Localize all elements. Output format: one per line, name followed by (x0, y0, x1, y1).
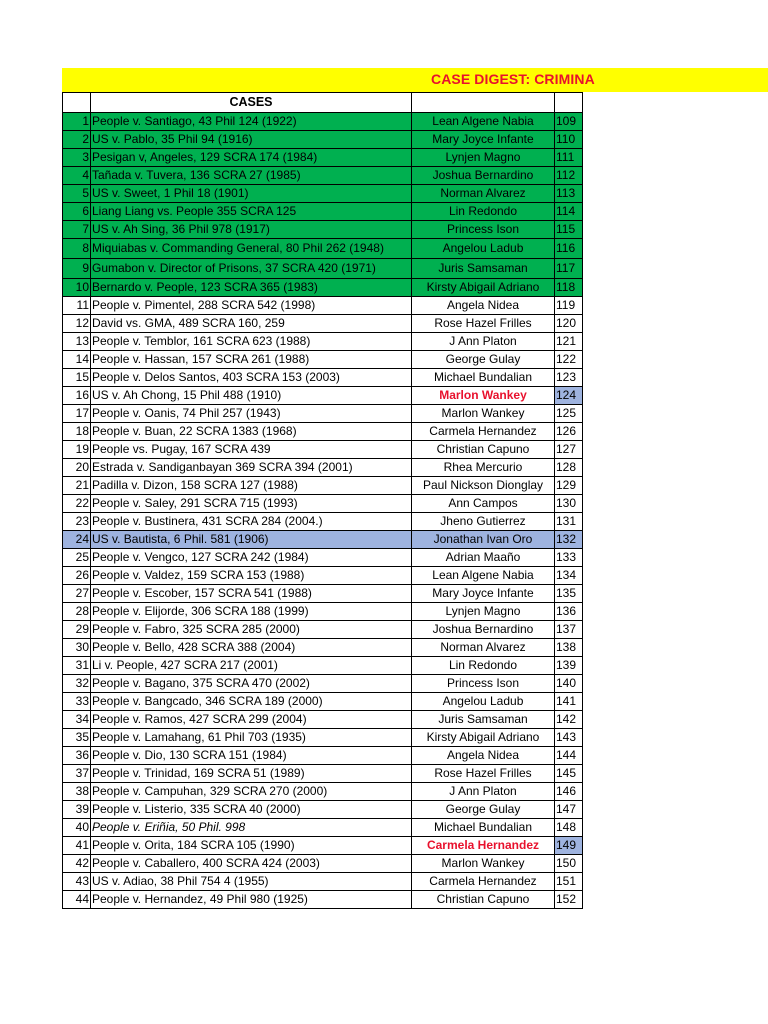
number-cell[interactable]: 145 (555, 765, 583, 783)
number-cell[interactable]: 122 (555, 351, 583, 369)
case-title-cell[interactable]: US v. Bautista, 6 Phil. 581 (1906) (91, 531, 412, 549)
number-cell[interactable]: 136 (555, 603, 583, 621)
member-name-cell[interactable]: Kirsty Abigail Adriano (412, 279, 555, 297)
number-cell[interactable]: 138 (555, 639, 583, 657)
row-number-cell[interactable]: 3 (63, 149, 91, 167)
number-cell[interactable]: 132 (555, 531, 583, 549)
table-row (63, 131, 583, 149)
table-row (63, 333, 583, 351)
number-cell[interactable]: 151 (555, 873, 583, 891)
number-cell[interactable]: 137 (555, 621, 583, 639)
row-number-cell[interactable]: 40 (63, 819, 91, 837)
number-cell[interactable]: 148 (555, 819, 583, 837)
case-title-cell[interactable]: US v. Ah Chong, 15 Phil 488 (1910) (91, 387, 412, 405)
table-row (63, 657, 583, 675)
member-name-cell[interactable]: Michael Bundalian (412, 369, 555, 387)
case-title-cell[interactable]: People v. Dio, 130 SCRA 151 (1984) (91, 747, 412, 765)
case-title-cell[interactable]: US v. Pablo, 35 Phil 94 (1916) (91, 131, 412, 149)
table-row (63, 747, 583, 765)
table-row (63, 203, 583, 221)
number-cell[interactable]: 150 (555, 855, 583, 873)
case-title-cell[interactable]: US v. Sweet, 1 Phil 18 (1901) (91, 185, 412, 203)
row-number-cell[interactable]: 31 (63, 657, 91, 675)
sheet-title-bar (62, 68, 768, 92)
case-title-cell[interactable]: Gumabon v. Director of Prisons, 37 SCRA 420 (1971) (91, 259, 412, 279)
number-cell[interactable]: 141 (555, 693, 583, 711)
member-name-cell[interactable]: Angela Nidea (412, 747, 555, 765)
table-row (63, 891, 583, 909)
row-number-cell[interactable]: 41 (63, 837, 91, 855)
case-title-cell[interactable]: People v. Campuhan, 329 SCRA 270 (2000) (91, 783, 412, 801)
row-number-cell[interactable]: 27 (63, 585, 91, 603)
number-cell[interactable]: 143 (555, 729, 583, 747)
table-row (63, 495, 583, 513)
case-title-cell[interactable]: People v. Delos Santos, 403 SCRA 153 (2003) (91, 369, 412, 387)
case-title-cell[interactable]: People v. Orita, 184 SCRA 105 (1990) (91, 837, 412, 855)
case-title-cell[interactable]: People v. Buan, 22 SCRA 1383 (1968) (91, 423, 412, 441)
number-cell[interactable]: 124 (555, 387, 583, 405)
case-title-cell[interactable]: People v. Pimentel, 288 SCRA 542 (1998) (91, 297, 412, 315)
case-title-cell[interactable]: Pesigan v, Angeles, 129 SCRA 174 (1984) (91, 149, 412, 167)
table-row (63, 567, 583, 585)
member-name-cell[interactable]: Christian Capuno (412, 891, 555, 909)
number-cell[interactable]: 109 (555, 113, 583, 131)
member-name-cell[interactable]: Princess Ison (412, 221, 555, 239)
case-title-cell[interactable]: People v. Ramos, 427 SCRA 299 (2004) (91, 711, 412, 729)
case-title-cell[interactable]: People v. Elijorde, 306 SCRA 188 (1999) (91, 603, 412, 621)
header-num-cell[interactable] (63, 93, 91, 113)
member-name-cell[interactable]: Norman Alvarez (412, 639, 555, 657)
table-row (63, 315, 583, 333)
table-row (63, 185, 583, 203)
row-number-cell[interactable]: 28 (63, 603, 91, 621)
table-row (63, 259, 583, 279)
table-row (63, 149, 583, 167)
table-row (63, 855, 583, 873)
table-row (63, 819, 583, 837)
row-number-cell[interactable]: 25 (63, 549, 91, 567)
header-member-cell[interactable] (412, 93, 555, 113)
member-name-cell[interactable]: Carmela Hernandez (412, 873, 555, 891)
member-name-cell[interactable]: Juris Samsaman (412, 711, 555, 729)
number-cell[interactable]: 123 (555, 369, 583, 387)
member-name-cell[interactable]: Christian Capuno (412, 441, 555, 459)
number-cell[interactable]: 139 (555, 657, 583, 675)
number-cell[interactable]: 135 (555, 585, 583, 603)
number-cell[interactable]: 121 (555, 333, 583, 351)
case-table (62, 92, 583, 909)
header-ext-cell[interactable] (555, 93, 583, 113)
row-number-cell[interactable]: 5 (63, 185, 91, 203)
row-number-cell[interactable]: 24 (63, 531, 91, 549)
table-row (63, 297, 583, 315)
table-row (63, 711, 583, 729)
table-row (63, 675, 583, 693)
number-cell[interactable]: 140 (555, 675, 583, 693)
row-number-cell[interactable]: 8 (63, 239, 91, 259)
member-name-cell[interactable]: Joshua Bernardino (412, 621, 555, 639)
member-name-cell[interactable]: Jonathan Ivan Oro (412, 531, 555, 549)
row-number-cell[interactable]: 33 (63, 693, 91, 711)
member-name-cell[interactable]: Marlon Wankey (412, 855, 555, 873)
table-row (63, 351, 583, 369)
row-number-cell[interactable]: 22 (63, 495, 91, 513)
member-name-cell[interactable]: Carmela Hernandez (412, 837, 555, 855)
table-row (63, 113, 583, 131)
case-title-cell[interactable]: People v. Temblor, 161 SCRA 623 (1988) (91, 333, 412, 351)
case-title-cell[interactable]: People v. Oanis, 74 Phil 257 (1943) (91, 405, 412, 423)
member-name-cell[interactable]: Lynjen Magno (412, 603, 555, 621)
table-row (63, 531, 583, 549)
header-row (63, 93, 583, 113)
row-number-cell[interactable]: 38 (63, 783, 91, 801)
member-name-cell[interactable]: Kirsty Abigail Adriano (412, 729, 555, 747)
case-title-cell[interactable]: Padilla v. Dizon, 158 SCRA 127 (1988) (91, 477, 412, 495)
table-row (63, 639, 583, 657)
table-row (63, 221, 583, 239)
number-cell[interactable]: 118 (555, 279, 583, 297)
table-row (63, 585, 583, 603)
table-row (63, 837, 583, 855)
number-cell[interactable]: 131 (555, 513, 583, 531)
case-title-cell[interactable]: People v. Bangcado, 346 SCRA 189 (2000) (91, 693, 412, 711)
member-name-cell[interactable]: Mary Joyce Infante (412, 585, 555, 603)
case-title-cell[interactable]: People v. Caballero, 400 SCRA 424 (2003) (91, 855, 412, 873)
table-row (63, 765, 583, 783)
number-cell[interactable]: 126 (555, 423, 583, 441)
member-name-cell[interactable]: Carmela Hernandez (412, 423, 555, 441)
member-name-cell[interactable]: Mary Joyce Infante (412, 131, 555, 149)
row-number-cell[interactable]: 32 (63, 675, 91, 693)
number-cell[interactable]: 142 (555, 711, 583, 729)
table-row (63, 783, 583, 801)
member-name-cell[interactable]: Lin Redondo (412, 657, 555, 675)
row-number-cell[interactable]: 15 (63, 369, 91, 387)
number-cell[interactable]: 116 (555, 239, 583, 259)
member-name-cell[interactable]: J Ann Platon (412, 783, 555, 801)
case-title-cell[interactable]: People v. Vengco, 127 SCRA 242 (1984) (91, 549, 412, 567)
member-name-cell[interactable]: Juris Samsaman (412, 259, 555, 279)
row-number-cell[interactable]: 10 (63, 279, 91, 297)
row-number-cell[interactable]: 37 (63, 765, 91, 783)
member-name-cell[interactable]: Angelou Ladub (412, 239, 555, 259)
table-row (63, 239, 583, 259)
table-row (63, 477, 583, 495)
number-cell[interactable]: 146 (555, 783, 583, 801)
member-name-cell[interactable]: Marlon Wankey (412, 387, 555, 405)
row-number-cell[interactable]: 34 (63, 711, 91, 729)
row-number-cell[interactable]: 1 (63, 113, 91, 131)
number-cell[interactable]: 134 (555, 567, 583, 585)
member-name-cell[interactable]: Lin Redondo (412, 203, 555, 221)
number-cell[interactable]: 110 (555, 131, 583, 149)
member-name-cell[interactable]: George Gulay (412, 801, 555, 819)
table-row (63, 801, 583, 819)
member-name-cell[interactable]: Rhea Mercurio (412, 459, 555, 477)
row-number-cell[interactable]: 12 (63, 315, 91, 333)
case-title-cell[interactable]: People v. Santiago, 43 Phil 124 (1922) (91, 113, 412, 131)
number-cell[interactable]: 133 (555, 549, 583, 567)
number-cell[interactable]: 130 (555, 495, 583, 513)
case-title-cell[interactable]: US v. Adiao, 38 Phil 754 4 (1955) (91, 873, 412, 891)
table-row (63, 387, 583, 405)
case-title-cell[interactable]: People v. Hernandez, 49 Phil 980 (1925) (91, 891, 412, 909)
case-title-cell[interactable]: People v. Eriñia, 50 Phil. 998 (91, 819, 412, 837)
sheet-title: CASE DIGEST: CRIMINA (431, 71, 595, 87)
case-title-cell[interactable]: People v. Escober, 157 SCRA 541 (1988) (91, 585, 412, 603)
row-number-cell[interactable]: 14 (63, 351, 91, 369)
case-title-cell[interactable]: Li v. People, 427 SCRA 217 (2001) (91, 657, 412, 675)
row-number-cell[interactable]: 26 (63, 567, 91, 585)
table-row (63, 621, 583, 639)
case-title-cell[interactable]: People vs. Pugay, 167 SCRA 439 (91, 441, 412, 459)
number-cell[interactable]: 152 (555, 891, 583, 909)
case-title-cell[interactable]: People v. Bustinera, 431 SCRA 284 (2004.) (91, 513, 412, 531)
number-cell[interactable]: 129 (555, 477, 583, 495)
row-number-cell[interactable]: 21 (63, 477, 91, 495)
header-cases-cell[interactable]: CASES (91, 93, 412, 113)
case-title-cell[interactable]: People v. Hassan, 157 SCRA 261 (1988) (91, 351, 412, 369)
row-number-cell[interactable]: 23 (63, 513, 91, 531)
table-row (63, 603, 583, 621)
row-number-cell[interactable]: 6 (63, 203, 91, 221)
case-title-cell[interactable]: People v. Trinidad, 169 SCRA 51 (1989) (91, 765, 412, 783)
row-number-cell[interactable]: 20 (63, 459, 91, 477)
number-cell[interactable]: 149 (555, 837, 583, 855)
table-row (63, 369, 583, 387)
member-name-cell[interactable]: Michael Bundalian (412, 819, 555, 837)
member-name-cell[interactable]: Angelou Ladub (412, 693, 555, 711)
case-title-cell[interactable]: Liang Liang vs. People 355 SCRA 125 (91, 203, 412, 221)
number-cell[interactable]: 125 (555, 405, 583, 423)
member-name-cell[interactable]: Ann Campos (412, 495, 555, 513)
number-cell[interactable]: 117 (555, 259, 583, 279)
member-name-cell[interactable]: Princess Ison (412, 675, 555, 693)
row-number-cell[interactable]: 7 (63, 221, 91, 239)
number-cell[interactable]: 120 (555, 315, 583, 333)
row-number-cell[interactable]: 35 (63, 729, 91, 747)
case-title-cell[interactable]: Miquiabas v. Commanding General, 80 Phil 262 (1948) (91, 239, 412, 259)
case-title-cell[interactable]: People v. Fabro, 325 SCRA 285 (2000) (91, 621, 412, 639)
member-name-cell[interactable]: Adrian Maaño (412, 549, 555, 567)
case-title-cell[interactable]: Bernardo v. People, 123 SCRA 365 (1983) (91, 279, 412, 297)
member-name-cell[interactable]: Norman Alvarez (412, 185, 555, 203)
case-title-cell[interactable]: People v. Saley, 291 SCRA 715 (1993) (91, 495, 412, 513)
row-number-cell[interactable]: 36 (63, 747, 91, 765)
table-row (63, 873, 583, 891)
table-row (63, 693, 583, 711)
table-row (63, 729, 583, 747)
table-row (63, 441, 583, 459)
member-name-cell[interactable]: Lynjen Magno (412, 149, 555, 167)
row-number-cell[interactable]: 9 (63, 259, 91, 279)
row-number-cell[interactable]: 39 (63, 801, 91, 819)
row-number-cell[interactable]: 29 (63, 621, 91, 639)
member-name-cell[interactable]: Paul Nickson Dionglay (412, 477, 555, 495)
number-cell[interactable]: 114 (555, 203, 583, 221)
row-number-cell[interactable]: 19 (63, 441, 91, 459)
case-title-cell[interactable]: People v. Lamahang, 61 Phil 703 (1935) (91, 729, 412, 747)
number-cell[interactable]: 127 (555, 441, 583, 459)
number-cell[interactable]: 113 (555, 185, 583, 203)
case-title-cell[interactable]: People v. Listerio, 335 SCRA 40 (2000) (91, 801, 412, 819)
case-title-cell[interactable]: People v. Valdez, 159 SCRA 153 (1988) (91, 567, 412, 585)
case-title-cell[interactable]: US v. Ah Sing, 36 Phil 978 (1917) (91, 221, 412, 239)
table-row (63, 459, 583, 477)
number-cell[interactable]: 112 (555, 167, 583, 185)
row-number-cell[interactable]: 2 (63, 131, 91, 149)
member-name-cell[interactable]: Rose Hazel Frilles (412, 765, 555, 783)
number-cell[interactable]: 147 (555, 801, 583, 819)
case-title-cell[interactable]: Tañada v. Tuvera, 136 SCRA 27 (1985) (91, 167, 412, 185)
member-name-cell[interactable]: Angela Nidea (412, 297, 555, 315)
member-name-cell[interactable]: Lean Algene Nabia (412, 113, 555, 131)
row-number-cell[interactable]: 18 (63, 423, 91, 441)
row-number-cell[interactable]: 16 (63, 387, 91, 405)
member-name-cell[interactable]: Joshua Bernardino (412, 167, 555, 185)
case-title-cell[interactable]: Estrada v. Sandiganbayan 369 SCRA 394 (2001) (91, 459, 412, 477)
row-number-cell[interactable]: 42 (63, 855, 91, 873)
row-number-cell[interactable]: 30 (63, 639, 91, 657)
table-row (63, 405, 583, 423)
row-number-cell[interactable]: 17 (63, 405, 91, 423)
member-name-cell[interactable]: Rose Hazel Frilles (412, 315, 555, 333)
table-row (63, 279, 583, 297)
table-row (63, 423, 583, 441)
member-name-cell[interactable]: Marlon Wankey (412, 405, 555, 423)
member-name-cell[interactable]: Jheno Gutierrez (412, 513, 555, 531)
case-title-cell[interactable]: David vs. GMA, 489 SCRA 160, 259 (91, 315, 412, 333)
case-title-cell[interactable]: People v. Bagano, 375 SCRA 470 (2002) (91, 675, 412, 693)
member-name-cell[interactable]: George Gulay (412, 351, 555, 369)
number-cell[interactable]: 111 (555, 149, 583, 167)
member-name-cell[interactable]: J Ann Platon (412, 333, 555, 351)
number-cell[interactable]: 128 (555, 459, 583, 477)
table-row (63, 549, 583, 567)
case-title-cell[interactable]: People v. Bello, 428 SCRA 388 (2004) (91, 639, 412, 657)
row-number-cell[interactable]: 13 (63, 333, 91, 351)
number-cell[interactable]: 115 (555, 221, 583, 239)
row-number-cell[interactable]: 4 (63, 167, 91, 185)
table-row (63, 167, 583, 185)
table-row (63, 513, 583, 531)
number-cell[interactable]: 119 (555, 297, 583, 315)
number-cell[interactable]: 144 (555, 747, 583, 765)
row-number-cell[interactable]: 44 (63, 891, 91, 909)
row-number-cell[interactable]: 11 (63, 297, 91, 315)
member-name-cell[interactable]: Lean Algene Nabia (412, 567, 555, 585)
row-number-cell[interactable]: 43 (63, 873, 91, 891)
